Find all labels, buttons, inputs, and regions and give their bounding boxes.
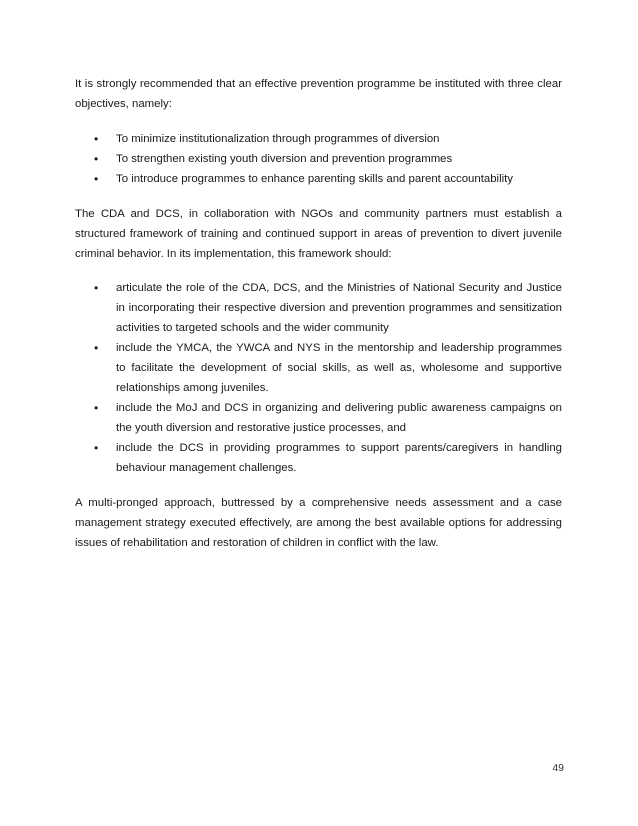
bullet-icon: • xyxy=(94,401,99,415)
list-item xyxy=(75,149,562,169)
bullet-icon: • xyxy=(94,441,99,455)
bullet-icon: • xyxy=(94,132,99,146)
list-item-text: include the YMCA, the YWCA and NYS in the mentorship and leadership programmes to facilitate the development of social skills, as well as, wholesome and supportive relationships among juveniles. xyxy=(116,342,562,394)
list-item xyxy=(75,169,562,189)
bullet-icon: • xyxy=(94,172,99,186)
bullet-icon: • xyxy=(94,152,99,166)
closing-paragraph: A multi-pronged approach, buttressed by a comprehensive needs assessment and a case management strategy executed effectively, are among the best available options for addressing issues of rehabilitation and restoration of children in conflict with the law. xyxy=(75,497,562,549)
framework-list xyxy=(75,278,562,478)
page-content xyxy=(75,74,562,553)
list-item xyxy=(75,398,562,438)
list-item xyxy=(75,438,562,478)
list-item-text: articulate the role of the CDA, DCS, and the Ministries of National Security and Justice in incorporating their respective diversion and prevention programmes and sensitization activities to targeted schools and the wider community xyxy=(116,282,562,334)
bullet-icon: • xyxy=(94,281,99,295)
list-item-text: include the DCS in providing programmes to support parents/caregivers in handling behaviour management challenges. xyxy=(116,442,562,474)
objectives-list xyxy=(75,129,562,189)
intro-paragraph: It is strongly recommended that an effective prevention programme be instituted with three clear objectives, namely: xyxy=(75,78,562,110)
list-item-text: To introduce programmes to enhance parenting skills and parent accountability xyxy=(116,173,514,185)
list-item xyxy=(75,278,562,338)
list-item-text: include the MoJ and DCS in organizing and delivering public awareness campaigns on the youth diversion and restorative justice processes, and xyxy=(116,402,562,434)
list-item xyxy=(75,129,562,149)
bullet-icon: • xyxy=(94,341,99,355)
list-item-text: To minimize institutionalization through programmes of diversion xyxy=(116,133,440,145)
list-item-text: To strengthen existing youth diversion and prevention programmes xyxy=(116,153,453,165)
list-item xyxy=(75,338,562,398)
framework-paragraph: The CDA and DCS, in collaboration with NGOs and community partners must establish a structured framework of training and continued support in areas of prevention to divert juvenile criminal behavior. In its implementation, this framework should: xyxy=(75,208,562,260)
page-number: 49 xyxy=(552,762,564,774)
